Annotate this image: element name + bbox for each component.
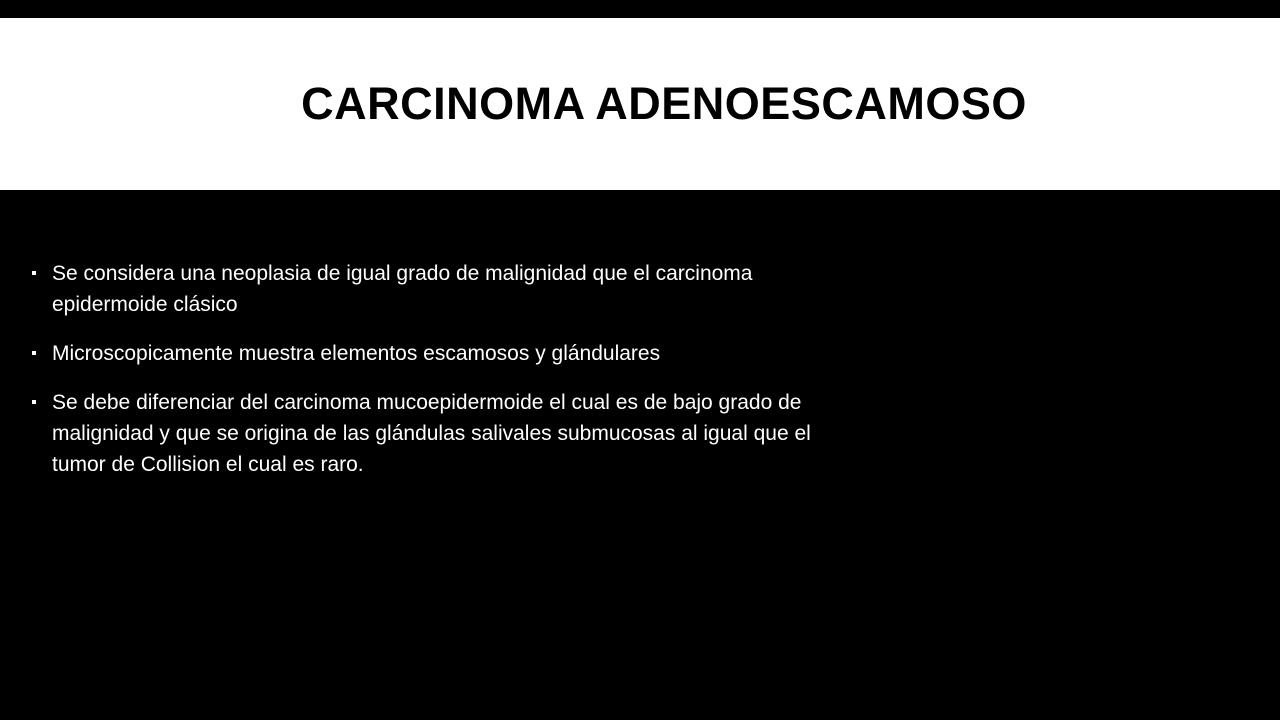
title-band <box>0 18 1280 190</box>
bullet-item <box>32 258 832 320</box>
bullet-square-icon <box>32 351 36 355</box>
bullet-text: Microscopicamente muestra elementos escamosos y glándulares <box>52 342 661 365</box>
bullet-item <box>32 338 832 369</box>
bullet-square-icon <box>32 400 36 404</box>
bullet-square-icon <box>32 271 36 275</box>
slide-title: CARCINOMA ADENOESCAMOSO <box>301 78 1027 129</box>
bullet-item <box>32 387 832 480</box>
bullet-list <box>32 258 832 498</box>
bullet-text: Se considera una neoplasia de igual grado de malignidad que el carcinoma epidermoide clásico <box>52 262 753 316</box>
bullet-text: Se debe diferenciar del carcinoma mucoepidermoide el cual es de bajo grado de malignidad y que se origina de las glándulas salivales submucosas al igual que el tumor de Collision el cual es raro. <box>52 391 811 476</box>
